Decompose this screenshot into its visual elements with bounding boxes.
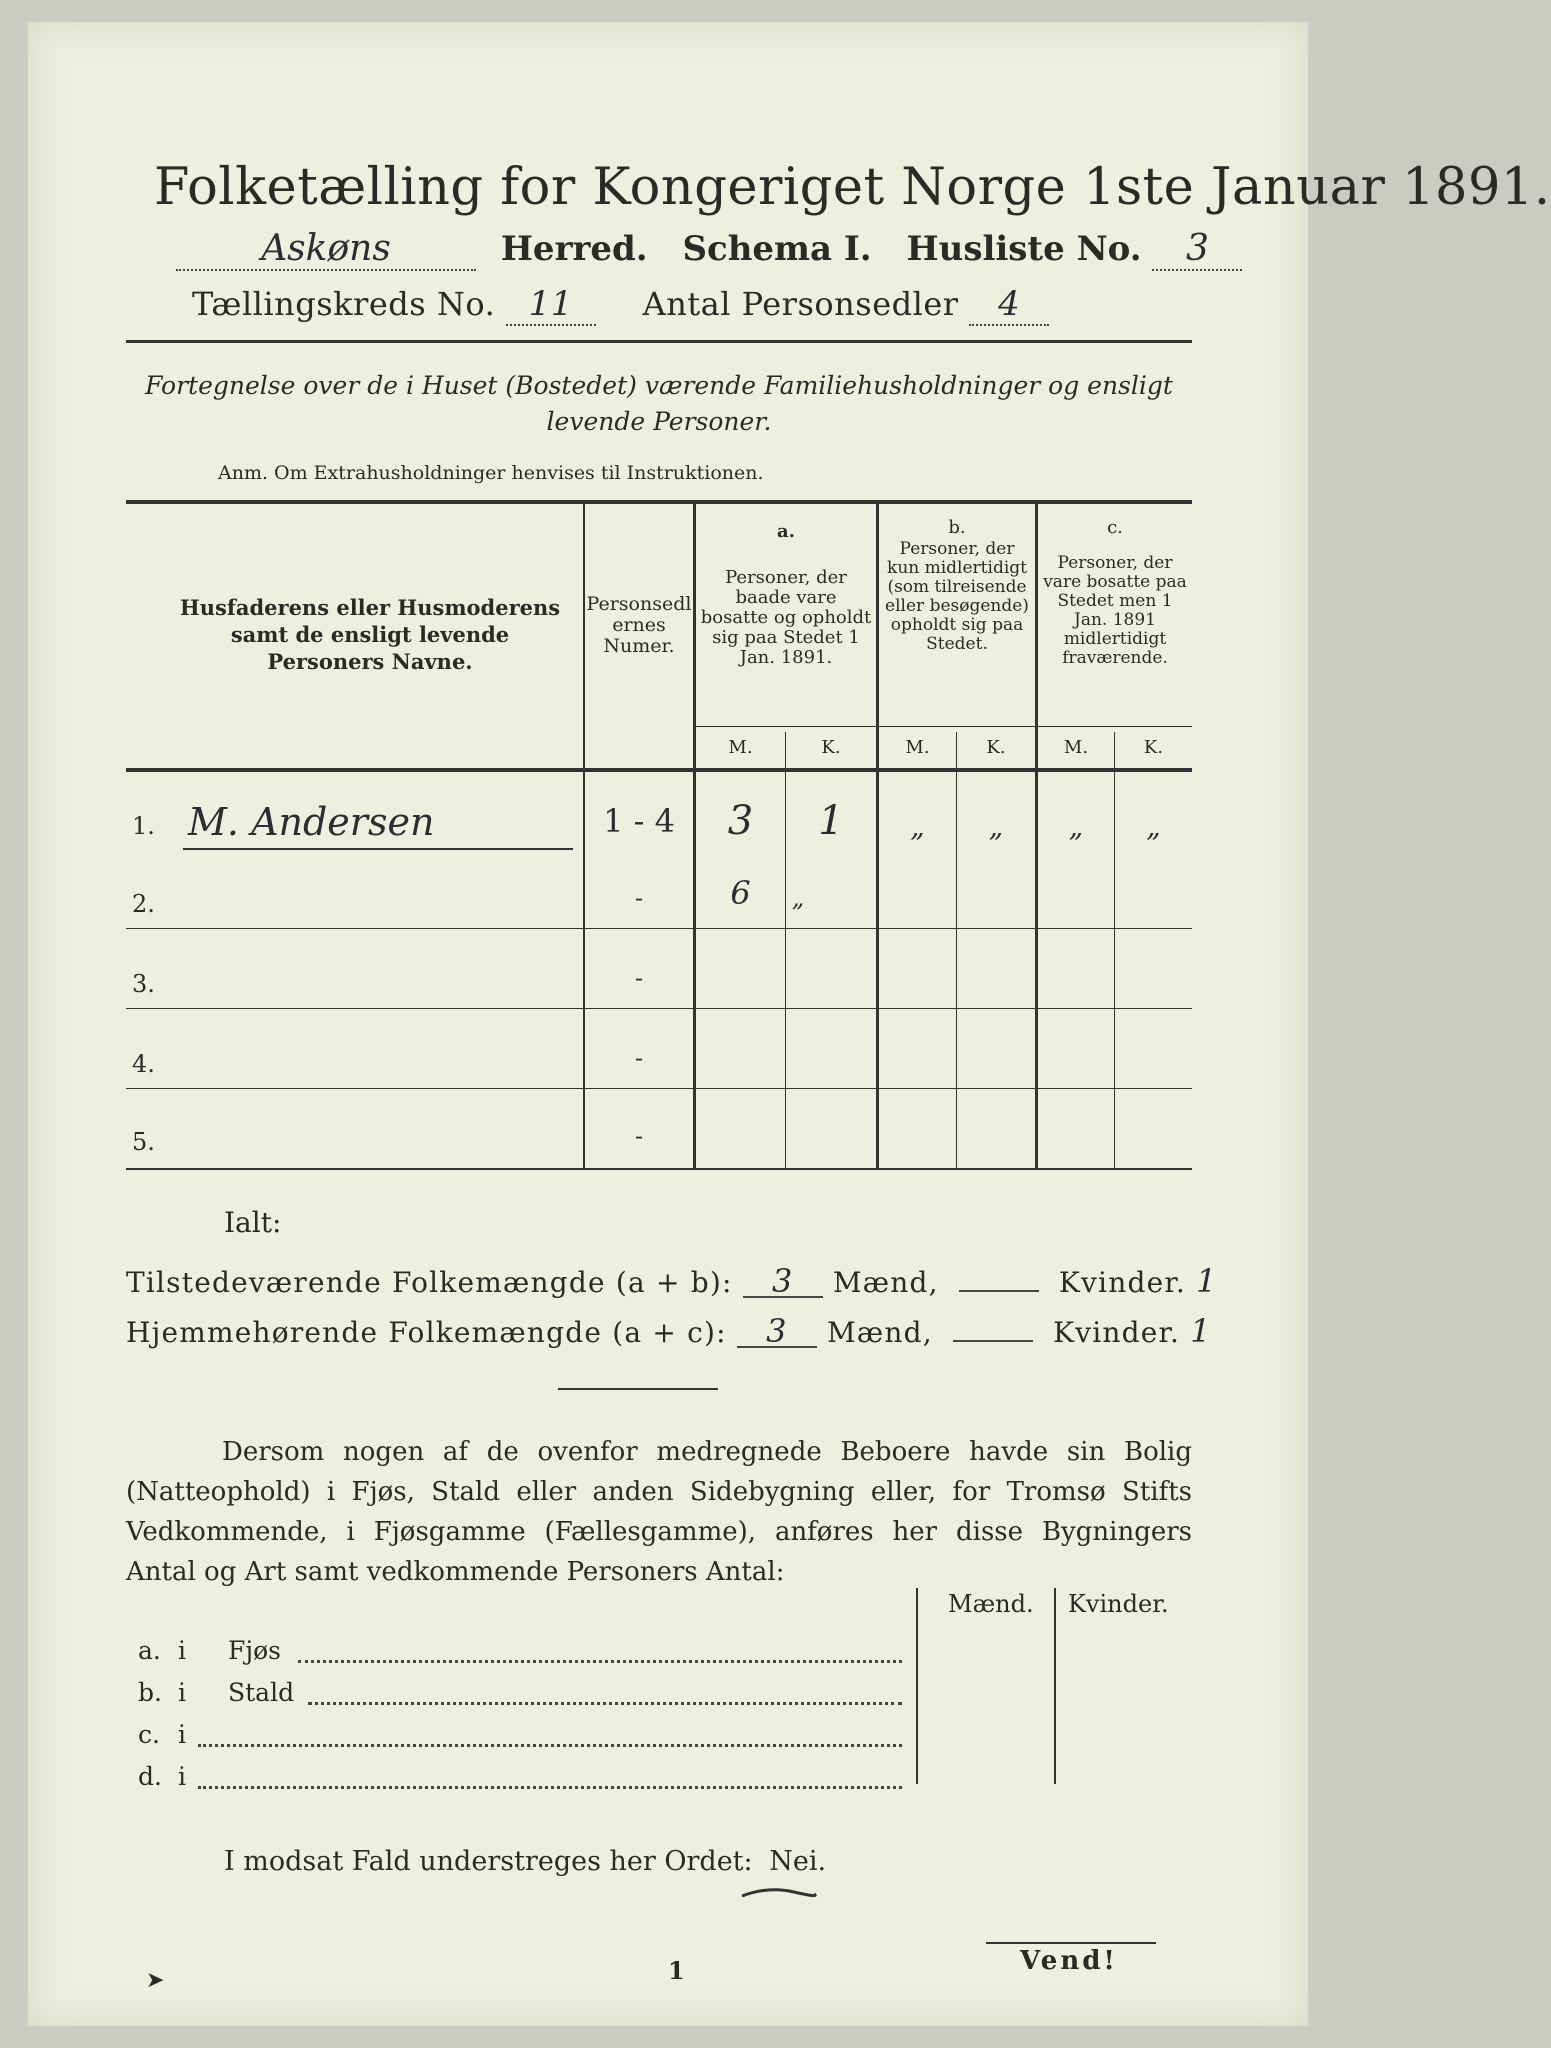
tilstede-kvinder-value: 1 bbox=[1196, 1262, 1218, 1300]
row-number: 1. bbox=[132, 812, 155, 840]
husliste-value: 3 bbox=[1152, 228, 1242, 271]
herred-label: Herred. bbox=[500, 229, 648, 269]
a-k-value: „ bbox=[791, 884, 805, 912]
col-num-header: Personsedlernes Numer. bbox=[586, 593, 692, 657]
row-rule bbox=[126, 928, 1192, 929]
corner-mark-icon: ➤ bbox=[146, 1968, 165, 1993]
kreds-label: Tællingskreds No. bbox=[192, 285, 496, 323]
hjemme-kvinder-value: 1 bbox=[1190, 1312, 1212, 1350]
nei-underline-stroke bbox=[738, 1884, 818, 1902]
building-label: Stald bbox=[228, 1678, 295, 1707]
building-prep: i bbox=[178, 1636, 186, 1665]
col-a-header: Personer, der baade vare bosatte og opholdt sig paa Stedet 1 Jan. 1891. bbox=[700, 567, 872, 668]
row-number: 5. bbox=[132, 1128, 155, 1156]
hjemme-label: Hjemmehørende Folkemængde (a + c): bbox=[126, 1316, 727, 1349]
row-number: 4. bbox=[132, 1050, 155, 1078]
household-name: M. Andersen bbox=[188, 800, 435, 844]
separator-rule bbox=[558, 1388, 718, 1390]
row-number: 3. bbox=[132, 970, 155, 998]
tilstede-label: Tilstedeværende Folkemængde (a + b): bbox=[126, 1266, 733, 1299]
c-k-value: „ bbox=[1146, 810, 1161, 843]
col-a-k-label: K. bbox=[821, 737, 841, 758]
col-b-m-label: M. bbox=[905, 737, 930, 758]
maend-col-header: Mænd. bbox=[948, 1590, 1034, 1618]
building-prep: i bbox=[178, 1678, 186, 1707]
modsat-text: I modsat Fald understreges her Ordet: bbox=[224, 1846, 753, 1877]
col-c-header: Personer, der vare bosatte paa Stedet men 1 Jan. 1891 midlertidigt fraværende. bbox=[1043, 553, 1187, 668]
dotted-leader bbox=[308, 1702, 902, 1705]
tilstede-maend-value: 3 bbox=[743, 1266, 823, 1298]
table-bottom-rule bbox=[126, 1168, 1192, 1170]
personsedler-number: - bbox=[634, 884, 644, 912]
tilstede-maend-label: Mænd, bbox=[832, 1266, 939, 1299]
a-k-value: 1 bbox=[818, 798, 844, 844]
building-letter: c. bbox=[138, 1720, 160, 1749]
col-b-header: Personer, der kun midlertidigt (som tilreisende eller besøgende) opholdt sig paa Stedet. bbox=[885, 539, 1029, 654]
col-divider bbox=[1114, 732, 1115, 1168]
census-sheet bbox=[28, 22, 1551, 2026]
kreds-value: 11 bbox=[506, 284, 596, 326]
tilstede-kvinder-label: Kvinder. bbox=[1058, 1266, 1186, 1299]
page-mark: 1 bbox=[668, 1956, 685, 1985]
col-c-m-label: M. bbox=[1063, 737, 1089, 758]
b-k-value: „ bbox=[988, 810, 1004, 843]
herred-value: Askøns bbox=[176, 228, 476, 271]
personsedler-number: - bbox=[634, 964, 644, 992]
kvinder-col-header: Kvinder. bbox=[1068, 1590, 1169, 1618]
header-rule bbox=[126, 340, 1192, 343]
row-rule bbox=[183, 848, 573, 850]
c-m-value: „ bbox=[1068, 810, 1084, 843]
a-m-value: 6 bbox=[730, 874, 751, 912]
col-c-k-label: K. bbox=[1143, 737, 1164, 758]
antal-value: 4 bbox=[969, 284, 1049, 326]
b-m-value: „ bbox=[910, 810, 925, 843]
kreds-line bbox=[192, 284, 1049, 326]
col-b-letter: b. bbox=[948, 517, 966, 538]
col-a-letter: a. bbox=[777, 521, 795, 542]
intro-text: Fortegnelse over de i Huset (Bostedet) værende Familiehusholdninger og ensligt levende Personer. bbox=[145, 371, 1173, 436]
blank-line bbox=[959, 1290, 1039, 1292]
building-letter: d. bbox=[138, 1762, 162, 1791]
herred-line bbox=[176, 228, 1242, 271]
dotted-leader bbox=[298, 1660, 902, 1663]
col-divider bbox=[956, 732, 957, 1168]
table-header-rule bbox=[126, 768, 1192, 772]
col-c-letter: c. bbox=[1107, 517, 1123, 538]
personsedler-number: - bbox=[634, 1044, 644, 1072]
ialt-label: Ialt: bbox=[224, 1206, 282, 1239]
building-label: Fjøs bbox=[228, 1636, 281, 1665]
hjemme-kvinder-label: Kvinder. bbox=[1053, 1316, 1181, 1349]
dotted-leader bbox=[198, 1744, 902, 1747]
a-m-value: 3 bbox=[727, 798, 754, 844]
schema-label: Schema I. bbox=[682, 229, 872, 269]
hjemme-line bbox=[126, 1312, 1212, 1350]
mk-rule bbox=[695, 726, 1192, 727]
personsedler-number: - bbox=[634, 1122, 644, 1150]
col-divider bbox=[916, 1588, 918, 1784]
anm-note: Anm. Om Extrahusholdninger henvises til Instruktionen. bbox=[218, 462, 764, 484]
building-prep: i bbox=[178, 1762, 186, 1791]
vend-label: Vend! bbox=[1020, 1946, 1118, 1976]
modsat-line bbox=[224, 1846, 826, 1877]
dotted-leader bbox=[198, 1786, 902, 1789]
vend-rule bbox=[986, 1942, 1156, 1944]
building-letter: a. bbox=[138, 1636, 161, 1665]
hjemme-maend-label: Mænd, bbox=[827, 1316, 933, 1349]
personsedler-number: 1 - 4 bbox=[603, 802, 675, 840]
hjemme-maend-value: 3 bbox=[737, 1316, 817, 1348]
table-top-rule bbox=[126, 500, 1192, 504]
col-b-k-label: K. bbox=[986, 737, 1006, 758]
col-name-header: Husfaderens eller Husmoderens samt de ensligt levende Personers Navne. bbox=[179, 595, 561, 674]
blank-line bbox=[953, 1340, 1033, 1342]
row-number: 2. bbox=[132, 890, 155, 918]
row-rule bbox=[126, 1008, 1192, 1009]
building-letter: b. bbox=[138, 1678, 162, 1707]
col-a-m-label: M. bbox=[728, 737, 753, 758]
nei-word: Nei. bbox=[769, 1846, 827, 1877]
tilstede-line bbox=[126, 1262, 1218, 1300]
husliste-label: Husliste No. bbox=[906, 229, 1142, 269]
col-divider bbox=[1054, 1588, 1056, 1784]
form-title: Folketælling for Kongeriget Norge 1ste Januar 1891. bbox=[154, 158, 1551, 217]
antal-label: Antal Personsedler bbox=[642, 285, 959, 323]
row-rule bbox=[126, 1088, 1192, 1089]
building-prep: i bbox=[178, 1720, 186, 1749]
buildings-paragraph: Dersom nogen af de ovenfor medregnede Beboere havde sin Bolig (Natteophold) i Fjøs, Stald eller anden Sidebygning eller, for Tromsø Stifts Vedkommende, i Fjøsgamme (Fællesgamme), anføres her disse Bygningers Antal og Art samt vedkommende Personers Antal: bbox=[126, 1437, 1192, 1587]
